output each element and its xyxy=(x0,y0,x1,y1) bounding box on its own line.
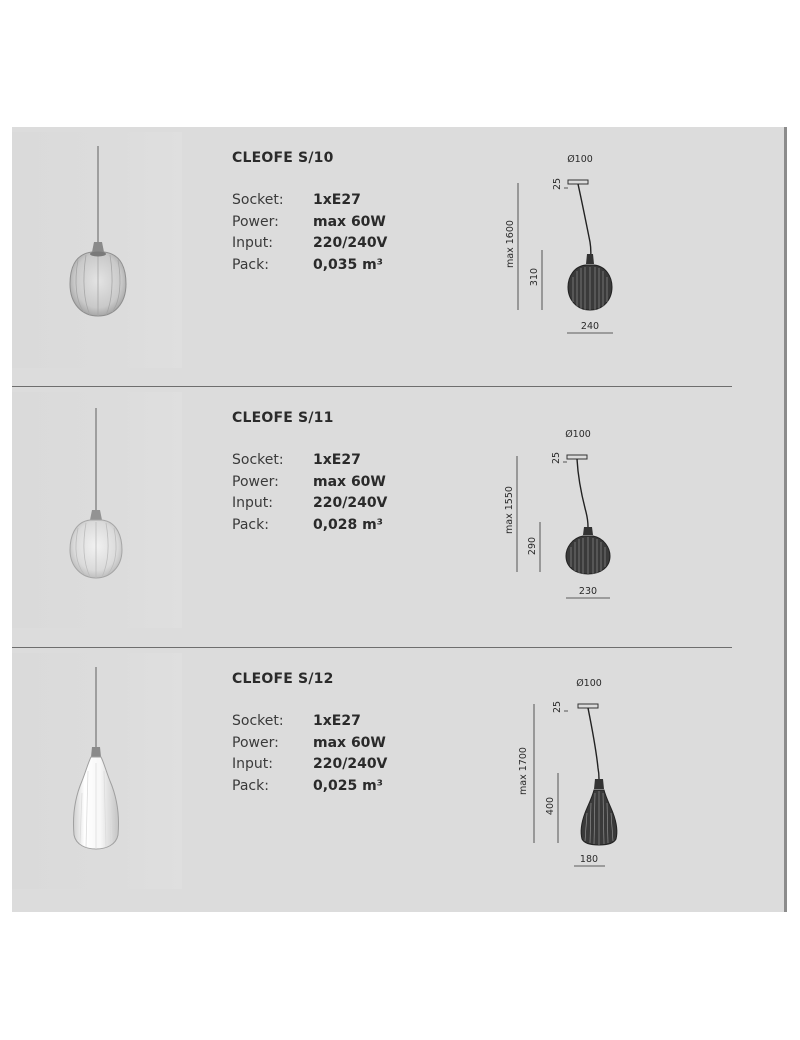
product-title: CLEOFE S/11 xyxy=(232,410,334,426)
product-cleofe-s12 xyxy=(12,653,784,913)
dim-body-height: 400 xyxy=(545,796,556,816)
spec-row-socket xyxy=(232,452,432,474)
technical-drawing xyxy=(482,392,632,612)
dim-width: 240 xyxy=(580,321,600,332)
spec-label: Input: xyxy=(232,756,273,772)
spec-row-power xyxy=(232,474,432,496)
spec-row-input xyxy=(232,235,432,257)
spec-row-socket xyxy=(232,192,432,214)
spec-value: 1xE27 xyxy=(313,192,361,208)
spec-label: Socket: xyxy=(232,192,284,208)
spec-row-input xyxy=(232,756,432,778)
spec-list xyxy=(232,192,432,278)
spec-label: Pack: xyxy=(232,256,269,273)
spec-value: 0,035 m³ xyxy=(313,256,383,273)
spec-row-power xyxy=(232,735,432,757)
spec-label: Socket: xyxy=(232,713,284,729)
spec-value: max 60W xyxy=(313,734,386,751)
spec-value: max 60W xyxy=(313,473,386,490)
spec-value: 1xE27 xyxy=(313,452,361,468)
spec-value: 220/240V xyxy=(313,756,388,772)
spec-label: Power: xyxy=(232,473,279,490)
dim-canopy-height: 25 xyxy=(552,700,563,714)
spec-row-power xyxy=(232,214,432,236)
dim-total-height: max 1700 xyxy=(518,747,529,795)
dim-body-height: 290 xyxy=(527,536,538,556)
technical-drawing xyxy=(482,132,632,352)
spec-value: max 60W xyxy=(313,213,386,230)
spec-label: Input: xyxy=(232,495,273,511)
product-photo xyxy=(12,132,182,368)
dim-canopy: Ø100 xyxy=(567,154,593,165)
spec-row-pack xyxy=(232,778,432,800)
spec-value: 220/240V xyxy=(313,235,388,251)
product-title: CLEOFE S/12 xyxy=(232,671,334,687)
spec-value: 0,025 m³ xyxy=(313,777,383,794)
dim-canopy-height: 25 xyxy=(551,451,562,465)
technical-drawing xyxy=(482,653,632,873)
spec-row-pack xyxy=(232,257,432,279)
dim-canopy: Ø100 xyxy=(576,678,602,689)
dim-body-height: 310 xyxy=(529,267,540,287)
sheet-edge xyxy=(784,127,787,912)
spec-label: Power: xyxy=(232,734,279,751)
spec-list xyxy=(232,713,432,799)
dim-canopy: Ø100 xyxy=(565,429,591,440)
spec-row-input xyxy=(232,495,432,517)
spec-label: Pack: xyxy=(232,777,269,794)
spec-value: 0,028 m³ xyxy=(313,516,383,533)
product-cleofe-s11 xyxy=(12,392,784,652)
spec-label: Pack: xyxy=(232,516,269,533)
product-cleofe-s10 xyxy=(12,132,784,392)
spec-list xyxy=(232,452,432,538)
dim-width: 180 xyxy=(579,854,599,865)
product-photo xyxy=(12,392,182,628)
product-title: CLEOFE S/10 xyxy=(232,150,334,166)
spec-value: 1xE27 xyxy=(313,713,361,729)
dim-width: 230 xyxy=(578,586,598,597)
dim-total-height: max 1600 xyxy=(505,220,516,268)
spec-label: Power: xyxy=(232,213,279,230)
spec-row-pack xyxy=(232,517,432,539)
spec-value: 220/240V xyxy=(313,495,388,511)
product-photo xyxy=(12,653,182,889)
dim-total-height: max 1550 xyxy=(504,486,515,534)
spec-row-socket xyxy=(232,713,432,735)
spec-label: Input: xyxy=(232,235,273,251)
dim-canopy-height: 25 xyxy=(552,177,563,191)
spec-label: Socket: xyxy=(232,452,284,468)
